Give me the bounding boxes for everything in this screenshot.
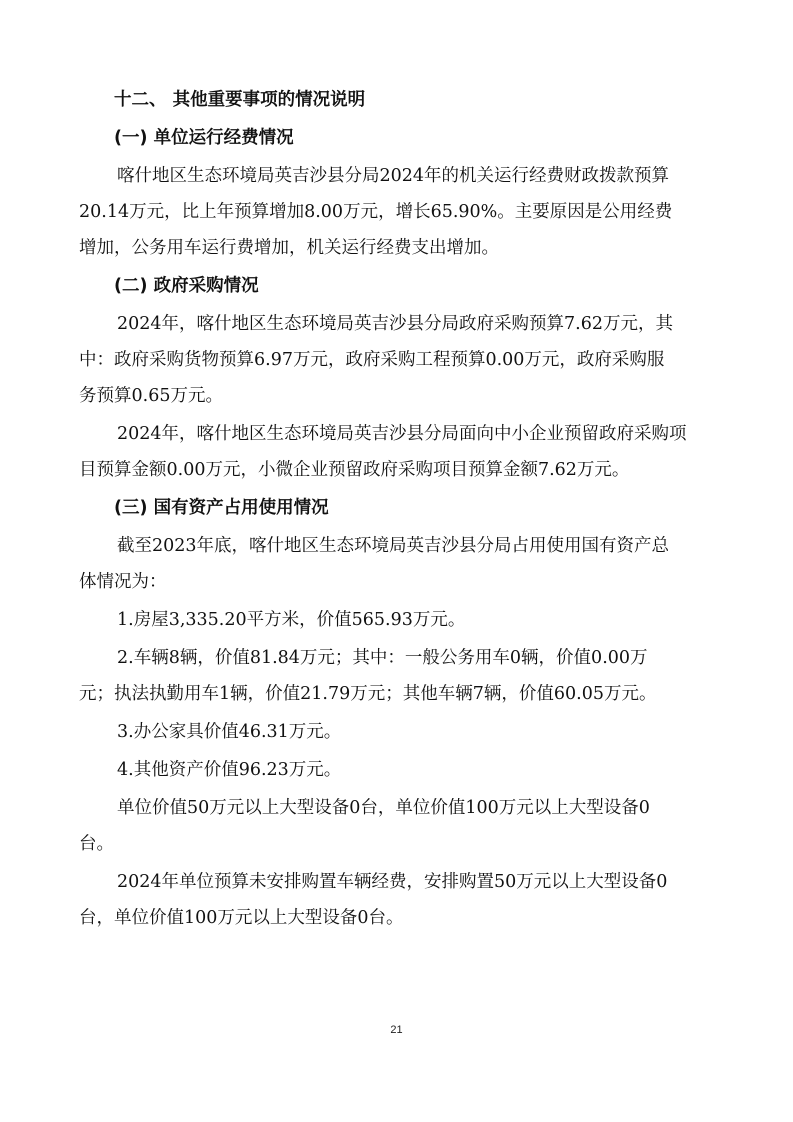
paragraph-line: 台，单位价值100万元以上大型设备0台。 <box>79 908 404 928</box>
subsection-title-1: (一) 单位运行经费情况 <box>114 128 294 148</box>
subsection-title-2: (二) 政府采购情况 <box>114 276 259 296</box>
list-item: 2.车辆8辆，价值81.84万元；其中：一般公务用车0辆，价值0.00万 <box>117 648 648 668</box>
paragraph-line: 2024年，喀什地区生态环境局英吉沙县分局面向中小企业预留政府采购项 <box>117 424 687 444</box>
page-number: 21 <box>390 1024 403 1036</box>
section-heading: 十二、 其他重要事项的情况说明 <box>114 90 366 110</box>
paragraph-line: 喀什地区生态环境局英吉沙县分局2024年的机关运行经费财政拨款预算 <box>117 166 670 186</box>
paragraph-line: 台。 <box>79 834 114 854</box>
list-item: 3.办公家具价值46.31万元。 <box>117 722 342 742</box>
paragraph-line: 体情况为： <box>79 572 167 592</box>
paragraph-line: 目预算金额0.00万元，小微企业预留政府采购项目预算金额7.62万元。 <box>79 460 630 480</box>
paragraph-line: 2024年，喀什地区生态环境局英吉沙县分局政府采购预算7.62万元，其 <box>117 314 673 334</box>
list-item: 4.其他资产价值96.23万元。 <box>117 760 342 780</box>
paragraph-line: 截至2023年底，喀什地区生态环境局英吉沙县分局占用使用国有资产总 <box>117 536 670 556</box>
paragraph-line: 中：政府采购货物预算6.97万元，政府采购工程预算0.00万元，政府采购服 <box>79 350 665 370</box>
list-item-continuation: 元；执法执勤用车1辆，价值21.79万元；其他车辆7辆，价值60.05万元。 <box>79 684 657 704</box>
paragraph-line: 单位价值50万元以上大型设备0台，单位价值100万元以上大型设备0 <box>117 798 650 818</box>
paragraph-line: 20.14万元，比上年预算增加8.00万元，增长65.90%。主要原因是公用经费 <box>79 202 673 222</box>
paragraph-line: 2024年单位预算未安排购置车辆经费，安排购置50万元以上大型设备0 <box>117 872 668 892</box>
subsection-title-3: (三) 国有资产占用使用情况 <box>114 498 329 518</box>
paragraph-line: 增加，公务用车运行费增加，机关运行经费支出增加。 <box>79 238 499 258</box>
list-item: 1.房屋3,335.20平方米，价值565.93万元。 <box>117 610 466 630</box>
paragraph-line: 务预算0.65万元。 <box>79 386 223 406</box>
